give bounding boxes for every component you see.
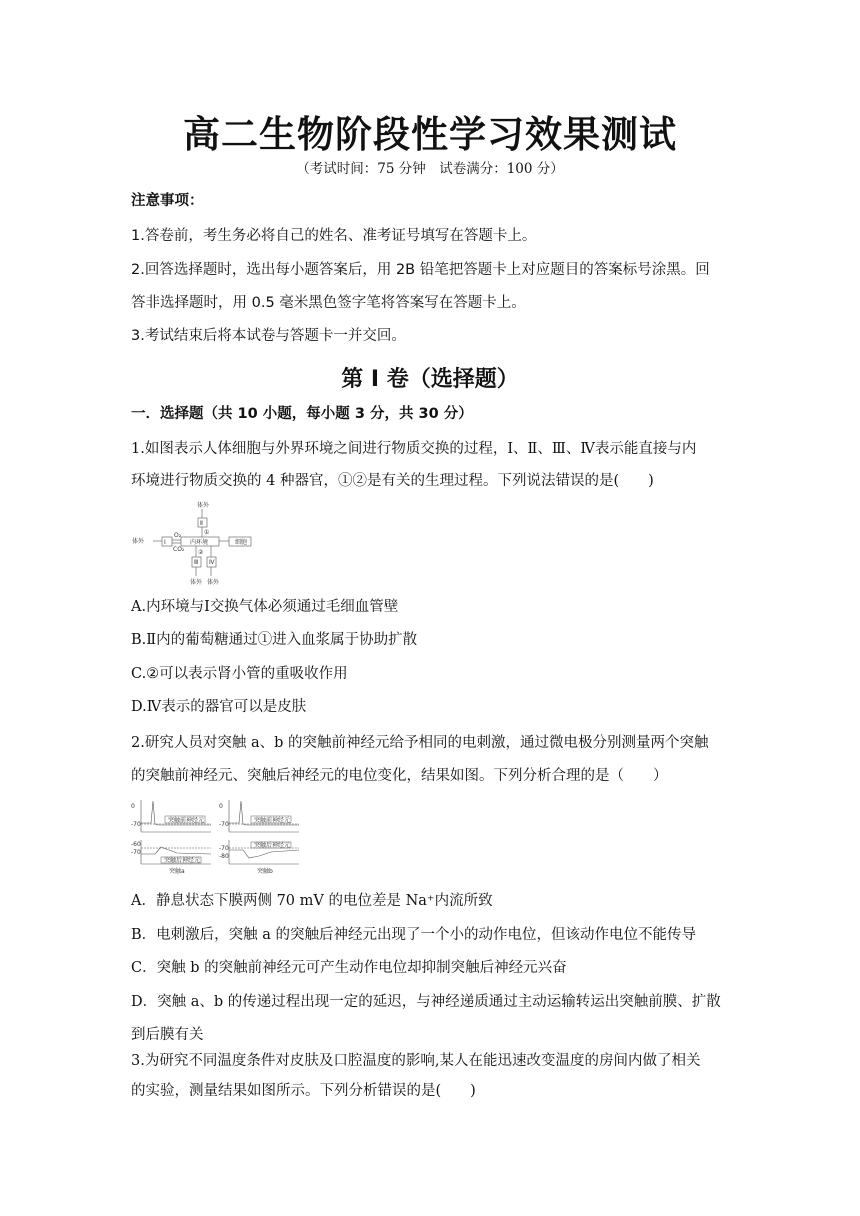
notes-item: 3.考试结束后将本试卷与答题卡一并交回。 bbox=[131, 328, 406, 344]
organ-iv-label: Ⅳ bbox=[209, 559, 215, 566]
question-3-stem: 3.为研究不同温度条件对皮肤及口腔温度的影响,某人在能迅速改变温度的房间内做了相关 bbox=[131, 1053, 701, 1069]
tick-label: -70 bbox=[219, 821, 229, 828]
page-title: 高二生物阶段性学习效果测试 bbox=[183, 113, 677, 156]
question-2-option-d: D．突触 a、b 的传递过程出现一定的延迟，与神经递质通过主动运输转运出突触前膜、扩散 bbox=[131, 994, 721, 1010]
question-2-option-a: A．静息状态下膜两侧 70 mV 的电位差是 Na⁺内流所致 bbox=[131, 893, 493, 909]
tick-label: -60 bbox=[131, 841, 141, 848]
pre-neuron-label-a: 突触前神经元 bbox=[168, 817, 205, 824]
notes-heading: 注意事项： bbox=[131, 193, 204, 209]
pre-neuron-label-b: 突触前神经元 bbox=[254, 817, 291, 824]
outside-label: 体外 bbox=[197, 502, 210, 509]
section-title: 第 I 卷（选择题） bbox=[341, 367, 519, 392]
cell-label: 细胞 bbox=[235, 539, 248, 546]
question-2-option-c: C．突触 b 的突触前神经元可产生动作电位却抑制突触后神经元兴奋 bbox=[131, 960, 567, 976]
env-label: 内环境 bbox=[190, 539, 209, 546]
question-2-option-d-cont: 到后膜有关 bbox=[131, 1027, 204, 1043]
question-2-stem: 的突触前神经元、突触后神经元的电位变化，结果如图。下列分析合理的是（ ） bbox=[131, 768, 668, 784]
question-3-stem: 的实验，测量结果如图所示。下列分析错误的是( ) bbox=[131, 1083, 476, 1099]
co2-label: CO₂ bbox=[173, 546, 185, 553]
organ-i-label: Ⅰ bbox=[164, 539, 166, 546]
outside-label: 体外 bbox=[190, 579, 203, 586]
notes-item: 2.回答选择题时，选出每小题答案后，用 2B 铅笔把答题卡上对应题目的答案标号涂黑。回 bbox=[131, 262, 710, 278]
tick-label: 0 bbox=[219, 803, 223, 810]
tick-label: -70 bbox=[219, 845, 229, 852]
o2-label: O₂ bbox=[174, 532, 182, 539]
synapse-b-label: 突触b bbox=[257, 868, 273, 875]
exam-info: （考试时间：75 分钟 试卷满分：100 分） bbox=[296, 161, 564, 177]
tick-label: -70 bbox=[131, 849, 141, 856]
question-2-figure bbox=[131, 798, 301, 878]
post-neuron-label-b: 突触后神经元 bbox=[254, 842, 291, 849]
synapse-a-label: 突触a bbox=[169, 868, 185, 875]
question-2-option-b: B．电刺激后，突触 a 的突触后神经元出现了一个小的动作电位，但该动作电位不能传导 bbox=[131, 927, 697, 943]
tick-label: 0 bbox=[131, 803, 135, 810]
process-1-label: ① bbox=[204, 529, 210, 536]
question-2-stem: 2.研究人员对突触 a、b 的突触前神经元给予相同的电刺激，通过微电极分别测量两个突触 bbox=[131, 735, 709, 751]
question-1-stem: 1.如图表示人体细胞与外界环境之间进行物质交换的过程，Ⅰ、Ⅱ、Ⅲ、Ⅳ表示能直接与内 bbox=[131, 441, 697, 457]
notes-item: 1.答卷前，考生务必将自己的姓名、准考证号填写在答题卡上。 bbox=[131, 228, 537, 244]
question-1-option-b: B.Ⅱ内的葡萄糖通过①进入血浆属于协助扩散 bbox=[131, 632, 418, 648]
question-1-option-c: C.②可以表示肾小管的重吸收作用 bbox=[131, 666, 348, 682]
process-2-label: ② bbox=[198, 549, 204, 556]
outside-label: 体外 bbox=[207, 579, 220, 586]
question-1-figure bbox=[131, 500, 271, 586]
tick-label: -70 bbox=[131, 821, 141, 828]
tick-label: -80 bbox=[219, 853, 229, 860]
question-1-option-d: D.Ⅳ表示的器官可以是皮肤 bbox=[131, 699, 307, 715]
question-1-option-a: A.内环境与Ⅰ交换气体必须通过毛细血管壁 bbox=[131, 599, 399, 615]
question-1-stem: 环境进行物质交换的 4 种器官，①②是有关的生理过程。下列说法错误的是( ) bbox=[131, 473, 654, 489]
part-heading: 一．选择题（共 10 小题，每小题 3 分，共 30 分） bbox=[131, 406, 473, 422]
organ-iii-label: Ⅲ bbox=[194, 559, 199, 566]
organ-ii-label: Ⅱ bbox=[200, 520, 203, 527]
notes-item: 答非选择题时，用 0.5 毫米黑色签字笔将答案写在答题卡上。 bbox=[131, 295, 526, 311]
post-neuron-label-a: 突触后神经元 bbox=[164, 857, 201, 864]
outside-label: 体外 bbox=[132, 538, 145, 545]
